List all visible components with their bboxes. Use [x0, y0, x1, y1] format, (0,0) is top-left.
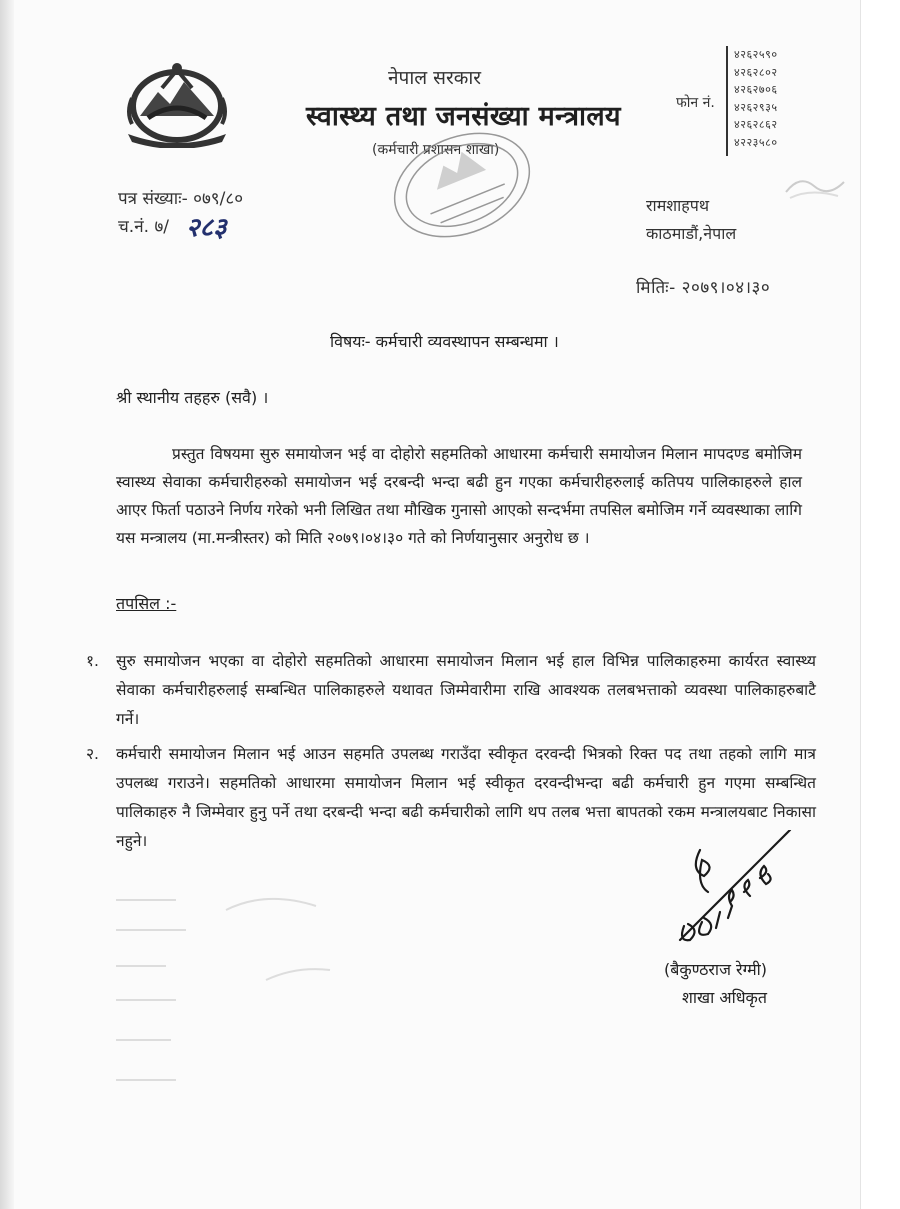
signatory-name: (बैकुण्ठराज रेग्मी): [664, 960, 768, 979]
phone-number: ४२६२८०२: [734, 65, 778, 79]
point-number: २.: [86, 745, 99, 763]
phone-number: ४२६२९३५: [734, 100, 778, 114]
office-stamp-icon: [382, 120, 542, 250]
detail-point-1: [86, 647, 816, 734]
letter-date: मितिः- २०७९।०४।३०: [636, 278, 771, 298]
dispatch-label: च.नं. ७/: [118, 217, 170, 237]
addressee: श्री स्थानीय तहहरु (सवै) ।: [116, 388, 269, 407]
phone-number: ४२६२८६२: [734, 118, 778, 132]
phone-number: ४२२३५८०: [734, 135, 778, 149]
phone-label: फोन नं.: [676, 95, 715, 111]
address-city: काठमाडौं,नेपाल: [646, 224, 737, 243]
subject-line: विषयः- कर्मचारी व्यवस्थापन सम्बन्धमा ।: [330, 332, 559, 351]
dispatch-number-handwritten: २८३: [186, 213, 227, 243]
ministry-name: स्वास्थ्य तथा जनसंख्या मन्त्रालय: [306, 101, 621, 132]
phone-list: [726, 46, 818, 156]
address-road: रामशाहपथ: [646, 196, 710, 215]
point-text: कर्मचारी समायोजन मिलान भई आउन सहमति उपलब्ध गराउँदा स्वीकृत दरवन्दी भित्रको रिक्त पद तथा तहको लागि मात्र उपलब्ध गराउने। सहमतिको आधारमा समायोजन मिलान भई स्वीकृत दरवन्दीभन्दा बढी कर्मचारी हुन गएमा सम्बन्धित पालिकाहरु नै जिम्मेवार हुनु पर्ने तथा दरबन्दी भन्दा बढी कर्मचारीको लागि थप तलब भत्ता बापतको रकम मन्त्रालयबाट निकासा नहुने।: [116, 745, 816, 850]
body-paragraph: प्रस्तुत विषयमा सुरु समायोजन भई वा दोहोरो सहमतिको आधारमा कर्मचारी समायोजन मिलान मापदण्ड बमोजिम स्वास्थ्य सेवाका कर्मचारीहरुको समायोजन भई दरबन्दी भन्दा बढी हुन गएका कर्मचारीहरुलाई कतिपय पालिकाहरुले हाल आएर फिर्ता पठाउने निर्णय गरेको भनी लिखित तथा मौखिक गुनासो आएको सन्दर्भमा तपसिल बमोजिम गर्ने व्यवस्थाका लागि यस मन्त्रालय (मा.मन्त्रीस्तर) को मिति २०७९।०४।३० गते को निर्णयानुसार अनुरोध छ ।: [116, 445, 802, 547]
section-name: (कर्मचारी प्रशासन शाखा): [372, 142, 500, 158]
nepal-emblem-icon: [118, 58, 236, 148]
bleed-through-marks: [116, 870, 376, 1130]
reference-number: पत्र संख्याः- ०७९/८०: [118, 189, 244, 209]
faint-mark-icon: [780, 168, 850, 208]
point-number: १.: [86, 652, 99, 670]
page-shadow-edge: [0, 0, 14, 1209]
signatory-title: शाखा अधिकृत: [682, 988, 767, 1007]
point-text: सुरु समायोजन भएका वा दोहोरो सहमतिको आधारमा समायोजन मिलान भई हाल विभिन्न पालिकाहरुमा कार्यरत स्वास्थ्य सेवाका कर्मचारीहरुलाई सम्बन्धित पालिकाहरुले यथावत जिम्मेवारीमा राखि आवश्यक तलबभत्ताको व्यवस्था पालिकाहरुबाटै गर्ने।: [116, 652, 816, 728]
government-name: नेपाल सरकार: [388, 67, 482, 89]
details-heading: तपसिल :-: [116, 594, 177, 613]
phone-number: ४२६२५९०: [734, 48, 778, 61]
signature-icon: [660, 830, 800, 960]
phone-number: ४२६२७०६: [734, 83, 778, 97]
